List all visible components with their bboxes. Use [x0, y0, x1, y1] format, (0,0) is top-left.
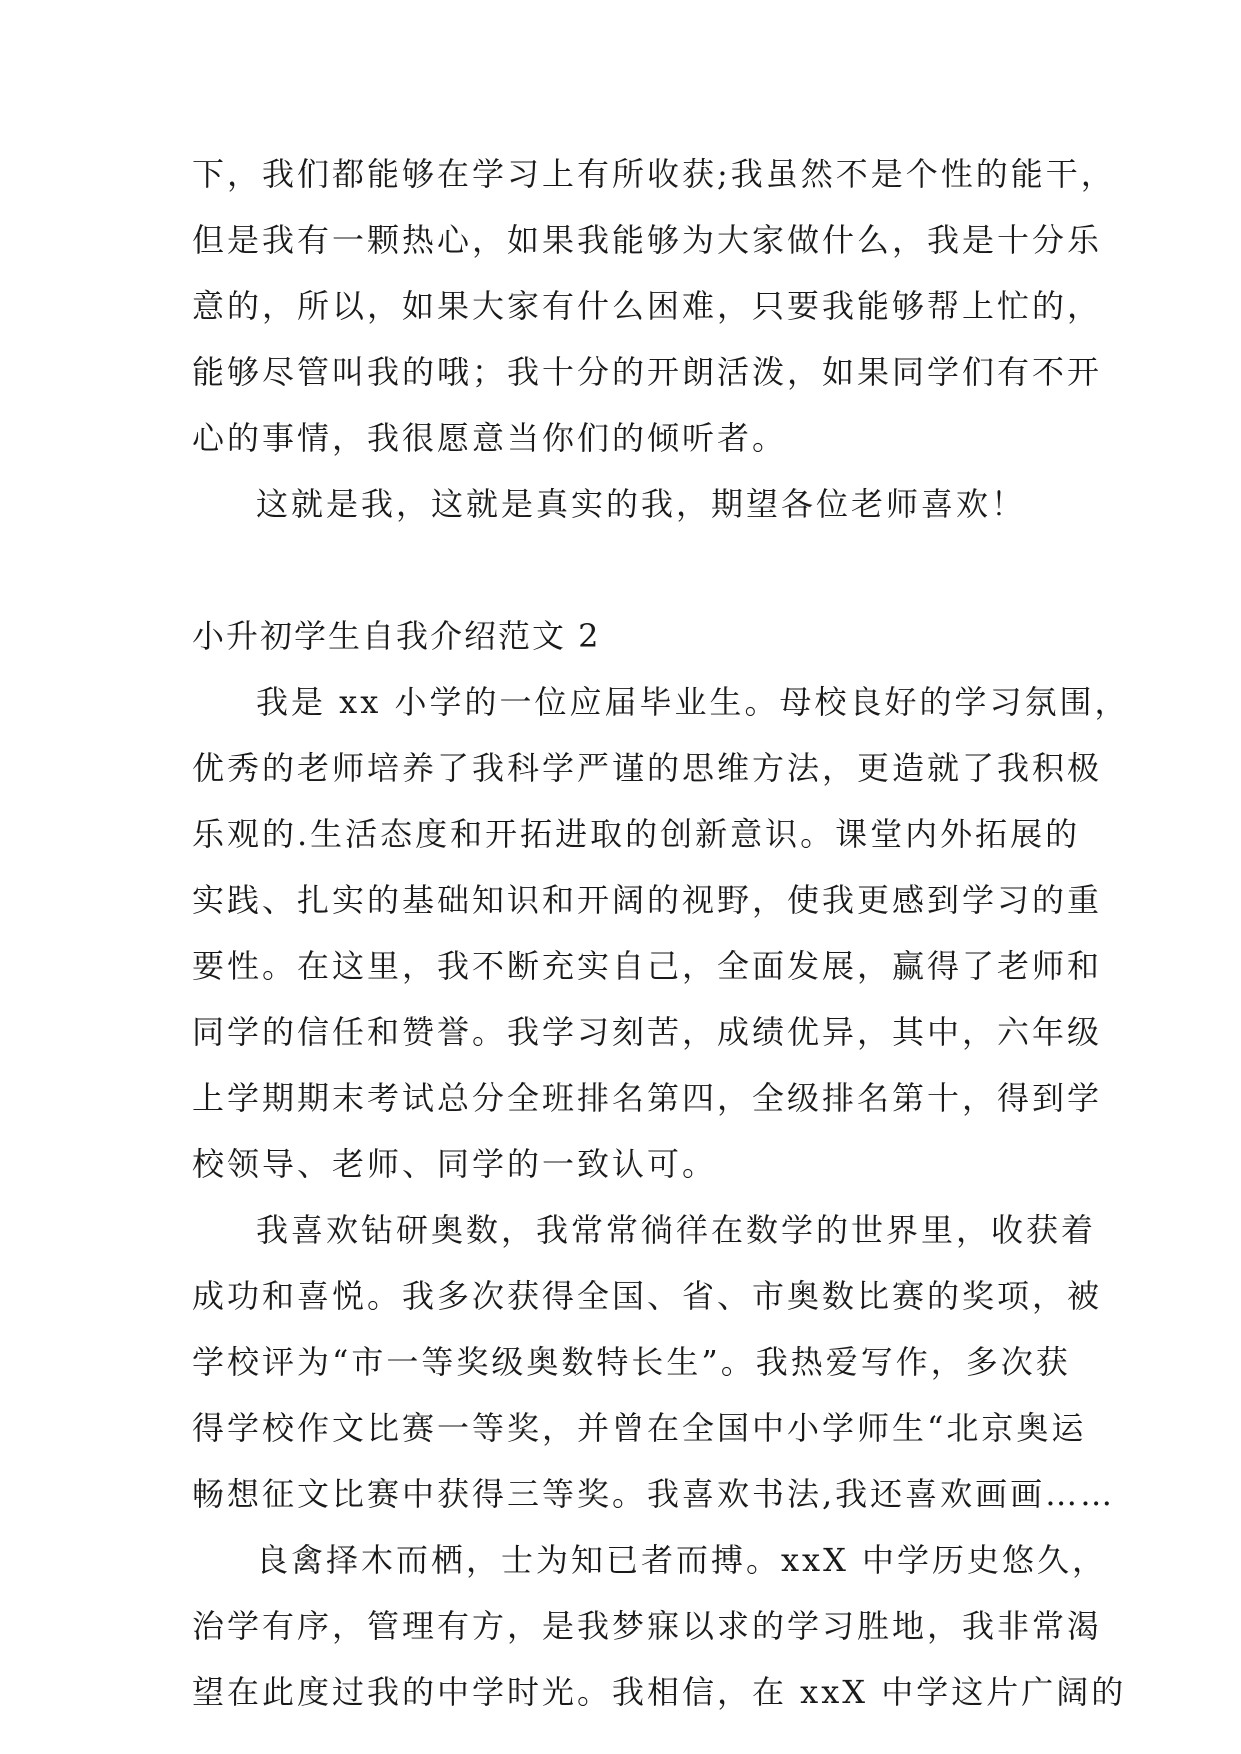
- section-title: 小升初学生自我介绍范文 2: [192, 617, 601, 655]
- paragraph-line: 能够尽管叫我的哦；我十分的开朗活泼，如果同学们有不开: [192, 353, 1103, 391]
- paragraph-line: 同学的信任和赞誉。我学习刻苦，成绩优异，其中，六年级: [192, 1013, 1103, 1051]
- paragraph-line: 良禽择木而栖，士为知已者而搏。xxX 中学历史悠久，: [256, 1541, 1108, 1579]
- paragraph-line: 要性。在这里，我不断充实自己，全面发展，赢得了老师和: [192, 947, 1103, 985]
- paragraph-line: 成功和喜悦。我多次获得全国、省、市奥数比赛的奖项，被: [192, 1277, 1103, 1315]
- paragraph-line: 学校评为“市一等奖级奥数特长生”。我热爱写作，多次获: [192, 1343, 1071, 1381]
- paragraph-line: 治学有序，管理有方，是我梦寐以求的学习胜地，我非常渴: [192, 1607, 1103, 1645]
- paragraph-line: 畅想征文比赛中获得三等奖。我喜欢书法,我还喜欢画画……: [192, 1475, 1116, 1513]
- paragraph-line: 我喜欢钻研奥数，我常常徜徉在数学的世界里，收获着: [256, 1211, 1097, 1249]
- paragraph-line: 优秀的老师培养了我科学严谨的思维方法，更造就了我积极: [192, 749, 1103, 787]
- paragraph-line: 上学期期末考试总分全班排名第四，全级排名第十，得到学: [192, 1079, 1103, 1117]
- paragraph-line: 意的，所以，如果大家有什么困难，只要我能够帮上忙的，: [192, 287, 1103, 325]
- paragraph-line: 心的事情，我很愿意当你们的倾听者。: [192, 419, 788, 457]
- paragraph-line: 乐观的.生活态度和开拓进取的创新意识。课堂内外拓展的: [192, 815, 1081, 853]
- paragraph-line: 校领导、老师、同学的一致认可。: [192, 1145, 718, 1183]
- paragraph-line: 下，我们都能够在学习上有所收获;我虽然不是个性的能干，: [192, 155, 1116, 193]
- closing-line: 这就是我，这就是真实的我，期望各位老师喜欢！: [256, 485, 1027, 523]
- paragraph-line: 我是 xx 小学的一位应届毕业生。母校良好的学习氛围，: [256, 683, 1130, 721]
- paragraph-line: 但是我有一颗热心，如果我能够为大家做什么，我是十分乐: [192, 221, 1103, 259]
- paragraph-line: 实践、扎实的基础知识和开阔的视野，使我更感到学习的重: [192, 881, 1103, 919]
- paragraph-line: 得学校作文比赛一等奖，并曾在全国中小学师生“北京奥运: [192, 1409, 1087, 1447]
- paragraph-line: 望在此度过我的中学时光。我相信，在 xxX 中学这片广阔的: [192, 1673, 1127, 1711]
